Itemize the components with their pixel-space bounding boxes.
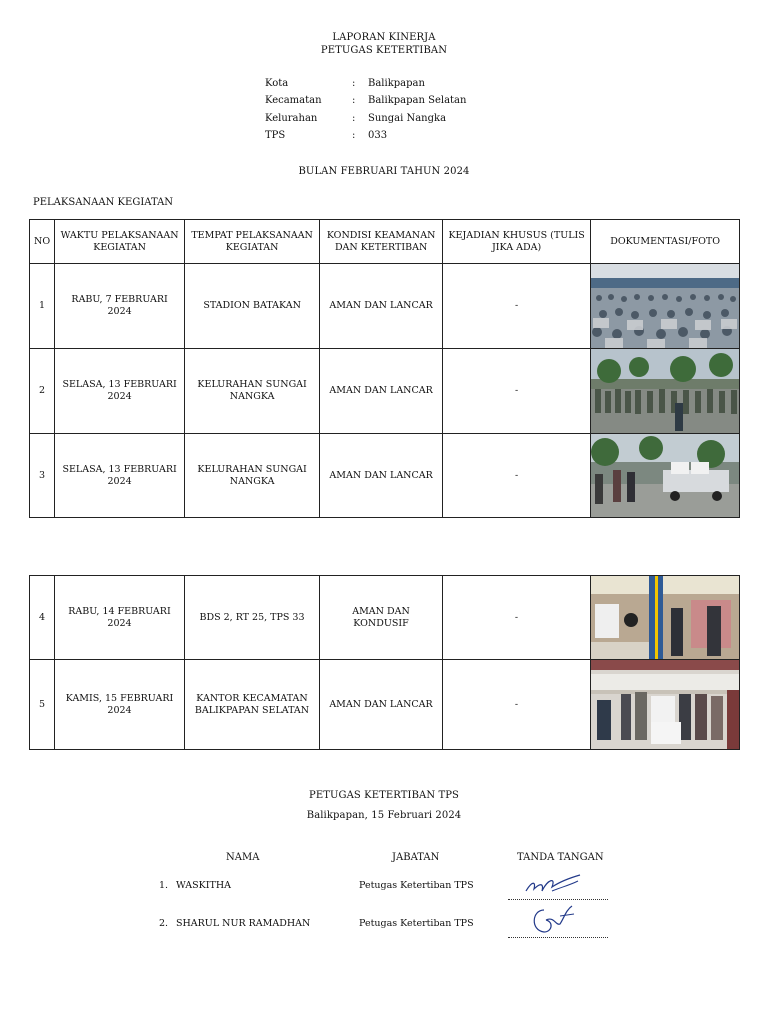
signer-role-1: Petugas Ketertiban TPS <box>359 880 474 891</box>
photo-truck-logistics <box>591 434 739 517</box>
meta-colon: : <box>352 78 356 89</box>
activity-table-part1 <box>29 219 740 518</box>
signer-number: 1. <box>159 880 169 891</box>
cell-kondisi: AMAN DAN LANCAR <box>320 264 443 349</box>
cell-tempat: KANTOR KECAMATAN BALIKPAPAN SELATAN <box>185 660 320 750</box>
header-kondisi: KONDISI KEAMANAN DAN KETERTIBAN <box>320 220 443 264</box>
header-waktu: WAKTU PELAKSANAAN KEGIATAN <box>55 220 185 264</box>
meta-value: 033 <box>368 130 388 141</box>
meta-label: Kelurahan <box>265 113 318 124</box>
header-dokumentasi: DOKUMENTASI/FOTO <box>591 220 740 264</box>
header-kejadian: KEJADIAN KHUSUS (TULIS JIKA ADA) <box>443 220 591 264</box>
cell-foto <box>591 264 740 349</box>
period-heading: BULAN FEBRUARI TAHUN 2024 <box>298 166 470 177</box>
table-row <box>30 264 740 349</box>
cell-tempat: KELURAHAN SUNGAI NANGKA <box>185 349 320 434</box>
photo-assembly <box>591 349 739 433</box>
signature-line-1 <box>508 899 608 900</box>
signer-row-2 <box>159 918 311 929</box>
cell-no: 2 <box>30 349 55 434</box>
meta-value: Balikpapan <box>368 78 425 89</box>
cell-foto <box>591 660 740 750</box>
cell-no: 4 <box>30 576 55 660</box>
table-row <box>30 349 740 434</box>
table-header-row <box>30 220 740 264</box>
cell-waktu: SELASA, 13 FEBRUARI 2024 <box>55 349 185 434</box>
meta-value: Balikpapan Selatan <box>368 95 467 106</box>
signer-name: SHARUL NUR RAMADHAN <box>176 918 311 929</box>
cell-no: 5 <box>30 660 55 750</box>
signer-row-1 <box>159 880 231 891</box>
meta-colon: : <box>352 95 356 106</box>
cell-waktu: SELASA, 13 FEBRUARI 2024 <box>55 434 185 518</box>
meta-label: Kota <box>265 78 289 89</box>
cell-kejadian: - <box>443 660 591 750</box>
report-subtitle: PETUGAS KETERTIBAN <box>320 45 448 56</box>
meta-value: Sungai Nangka <box>368 113 447 124</box>
cell-kejadian: - <box>443 349 591 434</box>
footer-place-date: Balikpapan, 15 Februari 2024 <box>306 810 462 821</box>
meta-label: Kecamatan <box>265 95 322 106</box>
section-title: PELAKSANAAN KEGIATAN <box>33 197 174 208</box>
photo-district-office <box>591 660 739 749</box>
header-no: NO <box>30 220 55 264</box>
signer-name: WASKITHA <box>176 880 231 891</box>
cell-foto <box>591 349 740 434</box>
cell-kejadian: - <box>443 264 591 349</box>
cell-no: 1 <box>30 264 55 349</box>
table-row <box>30 434 740 518</box>
activity-table-part2 <box>29 575 740 750</box>
meta-colon: : <box>352 113 356 124</box>
cell-waktu: KAMIS, 15 FEBRUARI 2024 <box>55 660 185 750</box>
table-row <box>30 660 740 750</box>
cell-foto <box>591 576 740 660</box>
cell-kondisi: AMAN DAN LANCAR <box>320 349 443 434</box>
meta-colon: : <box>352 130 356 141</box>
column-nama: NAMA <box>226 852 260 863</box>
signature-line-2 <box>508 937 608 938</box>
cell-tempat: KELURAHAN SUNGAI NANGKA <box>185 434 320 518</box>
table-row <box>30 576 740 660</box>
cell-kejadian: - <box>443 576 591 660</box>
signer-role-2: Petugas Ketertiban TPS <box>359 918 474 929</box>
cell-tempat: STADION BATAKAN <box>185 264 320 349</box>
column-tanda-tangan: TANDA TANGAN <box>517 852 604 863</box>
cell-waktu: RABU, 14 FEBRUARI 2024 <box>55 576 185 660</box>
signer-number: 2. <box>159 918 169 929</box>
cell-kondisi: AMAN DAN LANCAR <box>320 434 443 518</box>
cell-kondisi: AMAN DAN KONDUSIF <box>320 576 443 660</box>
photo-stadium-crowd <box>591 264 739 348</box>
report-title: LAPORAN KINERJA <box>332 32 436 43</box>
cell-kejadian: - <box>443 434 591 518</box>
signature-sharul <box>526 904 582 938</box>
footer-title: PETUGAS KETERTIBAN TPS <box>308 790 460 801</box>
photo-polling-station <box>591 576 739 659</box>
header-tempat: TEMPAT PELAKSANAAN KEGIATAN <box>185 220 320 264</box>
cell-no: 3 <box>30 434 55 518</box>
column-jabatan: JABATAN <box>392 852 440 863</box>
cell-tempat: BDS 2, RT 25, TPS 33 <box>185 576 320 660</box>
cell-waktu: RABU, 7 FEBRUARI 2024 <box>55 264 185 349</box>
cell-foto <box>591 434 740 518</box>
cell-kondisi: AMAN DAN LANCAR <box>320 660 443 750</box>
meta-label: TPS <box>265 130 286 141</box>
signature-waskitha <box>522 871 586 899</box>
